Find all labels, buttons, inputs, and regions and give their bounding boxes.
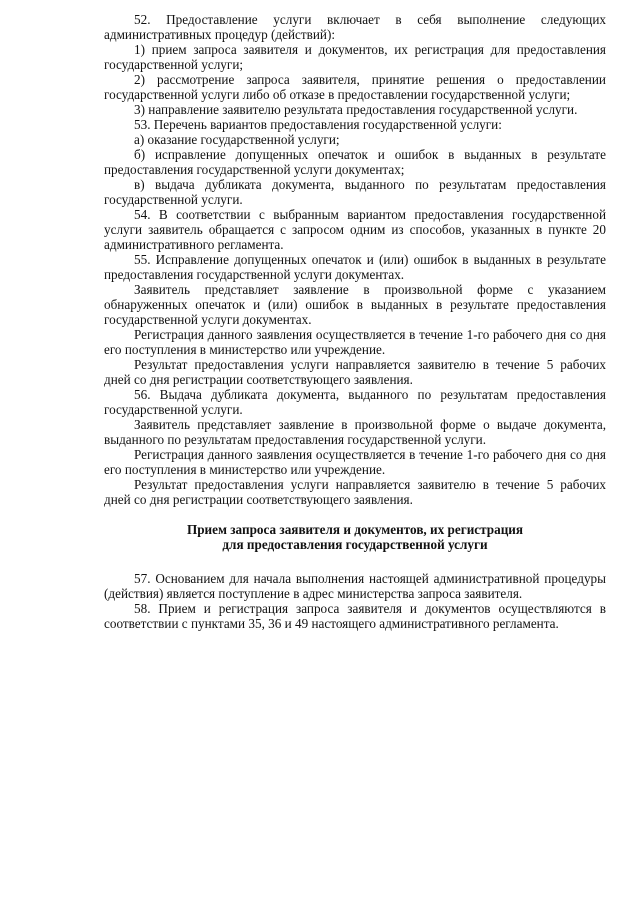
paragraph-52-item-2: 2) рассмотрение запроса заявителя, принятие решения о предоставлении государственной услуги либо об отказе в предоставлении государственной услуги; [104,72,606,102]
paragraph-55: 55. Исправление допущенных опечаток и (или) ошибок в выданных в результате предоставления государственной услуги документах. [104,252,606,282]
paragraph-54: 54. В соответствии с выбранным вариантом предоставления государственной услуги заявитель обращается с запросом одним из способов, указанных в пункте 20 административного регламента. [104,207,606,252]
section-heading-line-1: Прием запроса заявителя и документов, их регистрация [186,522,524,537]
paragraph-53-item-a: а) оказание государственной услуги; [134,132,340,147]
paragraph-55-application: Заявитель представляет заявление в произвольной форме с указанием обнаруженных опечаток и (или) ошибок в выданных в результате предоставления государственной услуги документах. [104,282,606,327]
paragraph-52-item-3: 3) направление заявителю результата предоставления государственной услуги. [134,102,578,117]
paragraph-52: 52. Предоставление услуги включает в себя выполнение следующих административных процедур (действий): [104,12,606,42]
paragraph-56-registration: Регистрация данного заявления осуществляется в течение 1-го рабочего дня со дня его поступления в министерство или учреждение. [104,447,606,477]
section-heading-line-2: для предоставления государственной услуги [222,537,488,552]
paragraph-53-item-v: в) выдача дубликата документа, выданного по результатам предоставления государственной услуги. [104,177,606,207]
paragraph-56-application: Заявитель представляет заявление в произвольной форме о выдаче документа, выданного по результатам предоставления государственной услуги. [104,417,606,447]
top-text-block [104,12,606,507]
paragraph-53-item-b: б) исправление допущенных опечаток и ошибок в выданных в результате предоставления государственной услуги документах; [104,147,606,177]
paragraph-58: 58. Прием и регистрация запроса заявителя и документов осуществляются в соответствии с пунктами 35, 36 и 49 настоящего административного регламента. [104,601,606,631]
paragraph-56: 56. Выдача дубликата документа, выданного по результатам предоставления государственной услуги. [104,387,606,417]
section-heading [104,522,606,552]
paragraph-52-item-1: 1) прием запроса заявителя и документов, их регистрация для предоставления государственной услуги; [104,42,606,72]
paragraph-55-registration: Регистрация данного заявления осуществляется в течение 1-го рабочего дня со дня его поступления в министерство или учреждение. [104,327,606,357]
paragraph-57: 57. Основанием для начала выполнения настоящей административной процедуры (действия) является поступление в адрес министерства запроса заявителя. [104,571,606,601]
paragraph-56-result: Результат предоставления услуги направляется заявителю в течение 5 рабочих дней со дня регистрации соответствующего заявления. [104,477,606,507]
bottom-text-block [104,571,606,631]
paragraph-55-result: Результат предоставления услуги направляется заявителю в течение 5 рабочих дней со дня регистрации соответствующего заявления. [104,357,606,387]
paragraph-53: 53. Перечень вариантов предоставления государственной услуги: [134,117,502,132]
